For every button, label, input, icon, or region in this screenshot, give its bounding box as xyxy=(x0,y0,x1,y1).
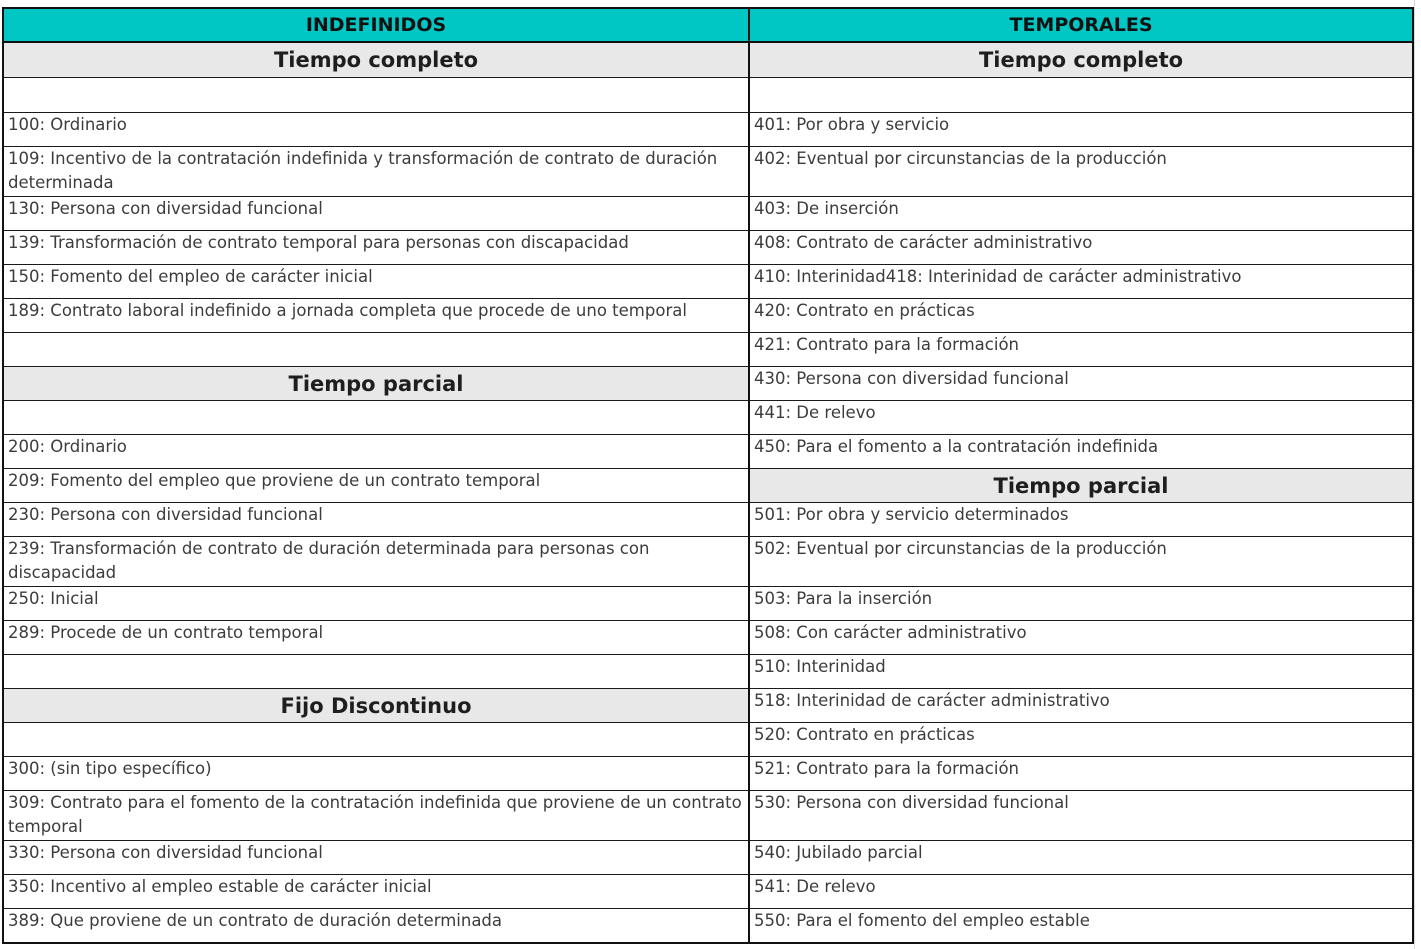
table-row xyxy=(3,299,1413,333)
table-row xyxy=(3,791,1413,841)
table-row xyxy=(3,723,1413,757)
table-cell[interactable]: 408: Contrato de carácter administrativo xyxy=(749,231,1413,265)
table-cell[interactable]: 230: Persona con diversidad funcional xyxy=(3,503,749,537)
table-cell[interactable] xyxy=(3,723,749,757)
table-row xyxy=(3,537,1413,587)
table-cell[interactable]: 421: Contrato para la formación xyxy=(749,333,1413,367)
table-cell[interactable]: 309: Contrato para el fomento de la contratación indefinida que proviene de un contrato temporal xyxy=(3,791,749,841)
table-row xyxy=(3,197,1413,231)
table-cell[interactable]: 389: Que proviene de un contrato de duración determinada xyxy=(3,909,749,944)
table-row xyxy=(3,231,1413,265)
table-cell[interactable]: 350: Incentivo al empleo estable de carácter inicial xyxy=(3,875,749,909)
table-row xyxy=(3,42,1413,78)
table-cell[interactable]: 130: Persona con diversidad funcional xyxy=(3,197,749,231)
table-cell[interactable]: 330: Persona con diversidad funcional xyxy=(3,841,749,875)
section-heading[interactable]: Tiempo parcial xyxy=(749,469,1413,503)
table-cell[interactable]: 508: Con carácter administrativo xyxy=(749,621,1413,655)
table-cell[interactable] xyxy=(749,78,1413,113)
table-row xyxy=(3,367,1413,401)
table-cell[interactable]: 502: Eventual por circunstancias de la producción xyxy=(749,537,1413,587)
table-cell[interactable]: 239: Transformación de contrato de duración determinada para personas con discapacidad xyxy=(3,537,749,587)
table-row xyxy=(3,265,1413,299)
table-cell[interactable]: 501: Por obra y servicio determinados xyxy=(749,503,1413,537)
contract-types-table xyxy=(2,7,1414,944)
table-cell[interactable]: 402: Eventual por circunstancias de la producción xyxy=(749,147,1413,197)
table-row xyxy=(3,841,1413,875)
table-cell[interactable] xyxy=(3,655,749,689)
table-cell[interactable]: 250: Inicial xyxy=(3,587,749,621)
section-heading[interactable]: Tiempo completo xyxy=(3,42,749,78)
header-row xyxy=(3,8,1413,42)
table-cell[interactable] xyxy=(3,78,749,113)
section-heading[interactable]: Tiempo parcial xyxy=(3,367,749,401)
table-cell[interactable]: 550: Para el fomento del empleo estable xyxy=(749,909,1413,944)
table-row xyxy=(3,78,1413,113)
section-heading[interactable]: Tiempo completo xyxy=(749,42,1413,78)
table-cell[interactable]: 540: Jubilado parcial xyxy=(749,841,1413,875)
table-cell[interactable]: 209: Fomento del empleo que proviene de un contrato temporal xyxy=(3,469,749,503)
table-row xyxy=(3,333,1413,367)
table-cell[interactable] xyxy=(3,333,749,367)
table-cell[interactable]: 109: Incentivo de la contratación indefinida y transformación de contrato de duración determinada xyxy=(3,147,749,197)
table-cell[interactable]: 510: Interinidad xyxy=(749,655,1413,689)
table-cell[interactable]: 430: Persona con diversidad funcional xyxy=(749,367,1413,401)
table-cell[interactable]: 530: Persona con diversidad funcional xyxy=(749,791,1413,841)
table-cell[interactable]: 100: Ordinario xyxy=(3,113,749,147)
table-row xyxy=(3,147,1413,197)
table-cell[interactable]: 200: Ordinario xyxy=(3,435,749,469)
table-cell[interactable]: 503: Para la inserción xyxy=(749,587,1413,621)
table-cell[interactable]: 403: De inserción xyxy=(749,197,1413,231)
table-cell[interactable]: 401: Por obra y servicio xyxy=(749,113,1413,147)
table-cell[interactable]: 189: Contrato laboral indefinido a jornada completa que procede de uno temporal xyxy=(3,299,749,333)
table-cell[interactable]: 518: Interinidad de carácter administrativo xyxy=(749,689,1413,723)
table-row xyxy=(3,113,1413,147)
table-row xyxy=(3,401,1413,435)
table-cell[interactable]: 441: De relevo xyxy=(749,401,1413,435)
table-cell[interactable] xyxy=(3,401,749,435)
table-cell[interactable]: 541: De relevo xyxy=(749,875,1413,909)
table-cell[interactable]: 300: (sin tipo específico) xyxy=(3,757,749,791)
table-cell[interactable]: 139: Transformación de contrato temporal para personas con discapacidad xyxy=(3,231,749,265)
table-row xyxy=(3,875,1413,909)
section-heading[interactable]: Fijo Discontinuo xyxy=(3,689,749,723)
table-row xyxy=(3,655,1413,689)
table-cell[interactable]: 420: Contrato en prácticas xyxy=(749,299,1413,333)
table-row xyxy=(3,435,1413,469)
table-row xyxy=(3,757,1413,791)
header-temporales[interactable]: TEMPORALES xyxy=(749,8,1413,42)
table-row xyxy=(3,689,1413,723)
table-row xyxy=(3,621,1413,655)
table-row xyxy=(3,503,1413,537)
table-row xyxy=(3,469,1413,503)
table-cell[interactable]: 150: Fomento del empleo de carácter inicial xyxy=(3,265,749,299)
table-cell[interactable]: 450: Para el fomento a la contratación indefinida xyxy=(749,435,1413,469)
table-row xyxy=(3,909,1413,944)
table-cell[interactable]: 289: Procede de un contrato temporal xyxy=(3,621,749,655)
table-row xyxy=(3,587,1413,621)
table-cell[interactable]: 410: Interinidad418: Interinidad de carácter administrativo xyxy=(749,265,1413,299)
header-indefinidos[interactable]: INDEFINIDOS xyxy=(3,8,749,42)
sheet-gridline xyxy=(1414,0,1415,949)
table-cell[interactable]: 520: Contrato en prácticas xyxy=(749,723,1413,757)
table-cell[interactable]: 521: Contrato para la formación xyxy=(749,757,1413,791)
